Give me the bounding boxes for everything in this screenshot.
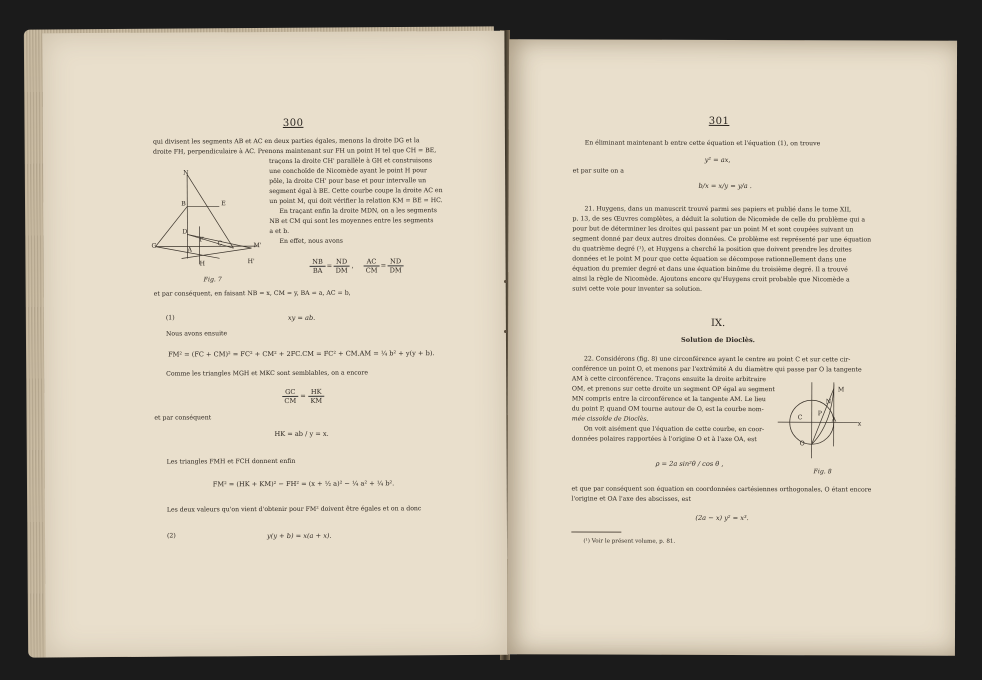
text-line: données polaires rapportées à l'origine O et à l'axe OA, est <box>571 435 757 444</box>
ratio-num: NB <box>312 257 323 266</box>
ratio-num: AC <box>366 257 377 266</box>
fig-label-x: x <box>857 420 862 428</box>
eq-label: (1) <box>165 314 175 322</box>
text-line: Les deux valeurs qu'on vient d'obtenir pour FM² doivent être égales et on a donc <box>166 505 422 514</box>
fig-label-o: O <box>799 440 805 448</box>
equals-sign: = <box>380 261 387 270</box>
text-line: En éliminant maintenant b entre cette équation et l'équation (1), on trouve <box>584 139 821 148</box>
left-page <box>42 31 507 657</box>
binding-thread <box>504 280 508 283</box>
equation-fm2: FM² = (HK + KM)² − FH² = (x + ½ a)² − ¼ a² + ¼ b². <box>212 479 395 489</box>
text-line: et par conséquent, en faisant NB = x, CM = y, BA = a, AC = b, <box>153 289 351 298</box>
ratio-num: ND <box>336 257 348 266</box>
text-line: du point P, quand OM tourne autour de O, est la courbe nom- <box>571 405 764 414</box>
equation-1: xy = ab. <box>287 313 316 322</box>
equals-sign: = <box>326 261 333 270</box>
fig-label-e: E <box>221 200 226 208</box>
footnote: (¹) Voir le présent volume, p. 81. <box>583 538 676 545</box>
left-page-number: 300 <box>282 117 304 129</box>
text-line: segment donné par deux autres droites données. Ce problème est représenté par une équation <box>572 235 872 244</box>
ratio-den: CM <box>282 396 298 406</box>
text-line: En effet, nous avons <box>279 237 343 245</box>
equals-sign: = <box>300 391 306 400</box>
fig-label-a: A <box>831 416 837 424</box>
text-line: Nous avons ensuite <box>165 330 228 338</box>
comma: , <box>351 261 354 270</box>
figure-7-diagram <box>151 166 268 287</box>
section-title: Solution de Dioclès. <box>681 335 756 345</box>
fig-label-g: G <box>151 242 157 250</box>
eq-label: (2) <box>166 532 176 540</box>
text-line: du quatrième degré (¹), et Huygens a cherché la position que doivent prendre les droites <box>572 245 852 254</box>
text-line: pour but de déterminer les droites qui passent par un point M et sont coupées suivant un <box>572 225 854 234</box>
text-line: Les triangles FMH et FCH donnent enfin <box>166 457 296 466</box>
text-line: p. 13, de ses Œuvres complètes, a déduit la solution de Nicomède de celle du problème qui a <box>572 215 866 224</box>
text-line: En traçant enfin la droite MDN, on a les segments <box>279 207 437 215</box>
ratio-num: GC <box>285 387 296 396</box>
fig-label-f: F <box>199 236 204 244</box>
text-line: AM à cette circonférence. Traçons ensuite la droite arbitraire <box>571 375 766 384</box>
text-line: qui divisent les segments AB et AC en deux parties égales, menons la droite DG et la <box>152 137 420 146</box>
text-line: MN compris entre la circonférence et la tangente AM. Le lieu <box>571 395 766 404</box>
text-line: pôle, la droite CH' pour base et pour intervalle un <box>269 177 427 186</box>
fig-label-h2: H' <box>247 258 255 266</box>
text-line: suivi cette voie pour inventer sa solution. <box>572 285 702 293</box>
ratio-den: BA <box>310 266 326 276</box>
text-line: OM, et prenons sur cette droite un segment OP égal au segment <box>571 385 775 394</box>
text-line: On voit aisément que l'équation de cette courbe, en coor- <box>583 425 765 434</box>
text-line: conférence un point O, et menons par l'extrémité A du diamètre qui passe par O la tangente <box>571 365 862 374</box>
fig-label-m: M' <box>253 242 262 250</box>
text-line: a et b. <box>269 227 290 236</box>
binding-thread <box>504 330 508 333</box>
fig-label-c: C <box>797 414 803 422</box>
text-line: mée cissoïde de Dioclès. <box>571 415 649 423</box>
text-line: droite FH, perpendiculaire à AC. Prenons maintenant sur FH un point H tel que CH = BE, <box>152 147 437 156</box>
fig-7-caption: Fig. 7 <box>203 276 222 284</box>
text-line: et par conséquent <box>154 414 212 422</box>
footnote-rule <box>571 531 621 532</box>
text-line: données et le point M pour que cette équation se décompose rationnellement dans une <box>572 255 847 264</box>
text-line: et par suite on a <box>572 167 624 175</box>
equation-hk: HK = ab / y = x. <box>274 429 329 439</box>
fig-label-a: A <box>187 246 192 254</box>
fig-label-d: D <box>182 228 188 236</box>
fig-label-b: B <box>181 200 186 208</box>
fig-label-p: P <box>817 410 822 418</box>
fig-8-caption: Fig. 8 <box>813 468 832 476</box>
ratio-num: HK <box>310 387 322 396</box>
text-line: Comme les triangles MGH et MKC sont semblables, on a encore <box>166 369 369 378</box>
equation-rho: ρ = 2a sin²θ / cos θ , <box>655 459 724 468</box>
fig-label-h: H <box>199 260 206 268</box>
fig-label-c: C <box>217 240 223 248</box>
text-line: une conchoïde de Nicomède ayant le point H pour <box>269 167 427 176</box>
fig-label-m: M <box>837 386 845 394</box>
text-line: NB et CM qui sont les moyennes entre les segments <box>269 217 434 226</box>
ratio-den: CM <box>364 265 380 275</box>
section-number: IX. <box>710 317 726 329</box>
text-line: traçons la droite CH' parallèle à GH et construisons <box>269 157 433 166</box>
ratio-den: DM <box>335 266 348 275</box>
fig-label-n: N <box>825 398 832 406</box>
right-page-number: 301 <box>708 115 730 127</box>
equation-cartesian: (2a − x) y² = x³. <box>695 513 749 523</box>
text-line: segment égal à BE. Cette courbe coupe la droite AC en <box>269 187 443 196</box>
text-line: l'origine et OA l'axe des abscisses, est <box>571 495 691 503</box>
equation-proportion: b/x = x/y = y/a . <box>698 181 752 191</box>
text-line: un point M, qui doit vérifier la relation KM = BE = HC. <box>269 197 443 206</box>
equation-2: y(y + b) = x(a + x). <box>266 531 332 541</box>
equation-fm: FM² = (FC + CM)² = FC² + CM² + 2FC.CM = FC² + CM.AM = ¼ b² + y(y + b). <box>168 349 435 359</box>
text-line: équation du premier degré et dans une équation binôme du troisième degré. Il a trouvé <box>572 265 848 274</box>
equation-y2: y² = ax, <box>704 155 731 164</box>
text-line: et que par conséquent son équation en coordonnées cartésiennes orthogonales, O étant encore <box>571 485 872 494</box>
text-line: 22. Considérons (fig. 8) une circonférence ayant le centre au point C et sur cette cir- <box>583 355 851 364</box>
ratio-den: DM <box>389 266 402 275</box>
text-line: 21. Huygens, dans un manuscrit trouvé parmi ses papiers et publié dans le tome XII, <box>584 205 852 214</box>
ratio-den: KM <box>308 396 324 406</box>
ratio-num: ND <box>390 257 402 266</box>
fig-label-n: N <box>183 169 189 177</box>
right-page <box>507 39 957 656</box>
text-line: ainsi la règle de Nicomède. Ajoutons encore qu'Huygens croit probable que Nicomède a <box>572 275 850 284</box>
